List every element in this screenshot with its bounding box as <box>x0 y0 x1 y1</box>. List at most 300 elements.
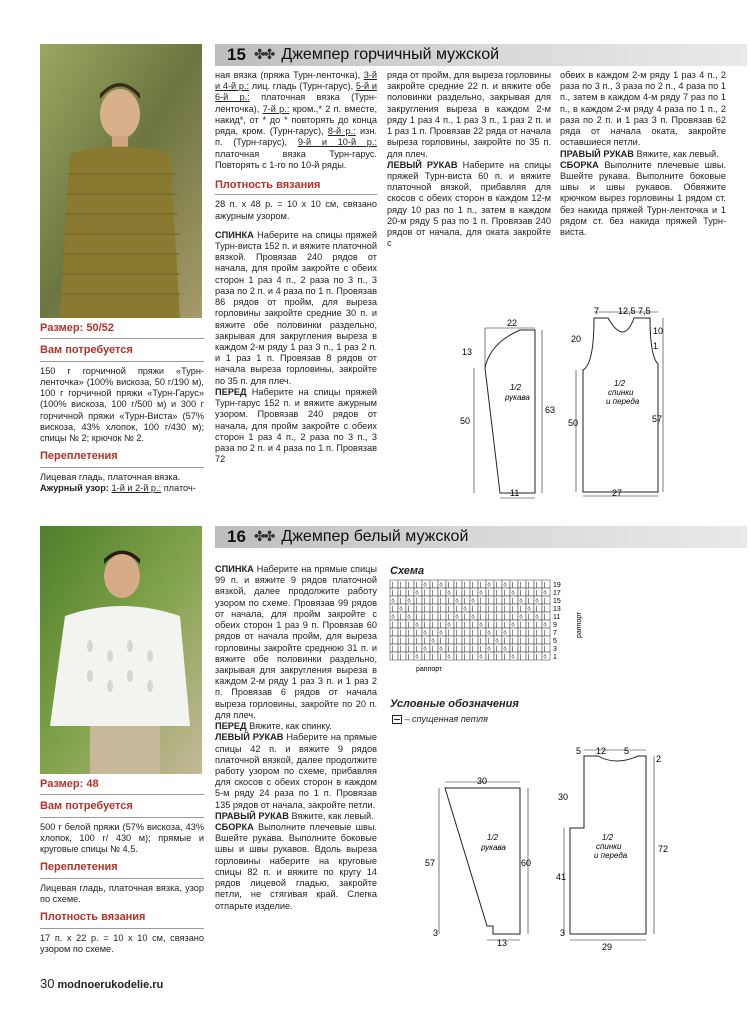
scheme-symbol: | <box>423 654 426 661</box>
scheme-symbol: ◊ <box>519 598 523 605</box>
svg-text:13: 13 <box>497 938 508 948</box>
scheme-symbol: | <box>479 582 482 589</box>
left-sleeve-instructions: ЛЕВЫЙ РУКАВ Наберите на спицы пряжей Турн-виста 60 п. и вяжите платочной вязкой, прибавляя для скосов с обеих сторон в каждом 12-м ряду 10 раз по 1 п., затем в каждом 20-м ряду 5 раз по 1 п. Провязав 240 рядов от начала, для оката закройте с <box>387 159 551 249</box>
lace-pattern: Ажурный узор: 1-й и 2-й р.: платоч- <box>40 482 196 493</box>
section-15-col2 <box>215 70 377 465</box>
svg-text:3: 3 <box>433 928 439 938</box>
svg-text:12: 12 <box>596 746 607 756</box>
scheme-symbol: | <box>391 638 394 645</box>
scheme-symbol: | <box>519 606 522 613</box>
scheme-symbol: | <box>471 590 474 597</box>
scheme-symbol: | <box>439 590 442 597</box>
scheme-symbol: | <box>447 630 450 637</box>
scheme-symbol: | <box>455 654 458 661</box>
scheme-symbol: | <box>495 646 498 653</box>
scheme-symbol: | <box>543 638 546 645</box>
scheme-row-number: 11 <box>553 614 561 621</box>
scheme-symbol: | <box>535 654 538 661</box>
page-number: 30 <box>40 976 55 991</box>
scheme-symbol: | <box>463 590 466 597</box>
scheme-symbol: ◊ <box>455 614 459 621</box>
scheme-symbol: ◊ <box>535 614 539 621</box>
scheme-symbol: | <box>511 630 514 637</box>
scheme-symbol: ◊ <box>399 606 403 613</box>
scheme-symbol: | <box>487 638 490 645</box>
scheme-symbol: | <box>463 646 466 653</box>
svg-text:1: 1 <box>653 341 659 351</box>
svg-text:1/2: 1/2 <box>510 383 522 392</box>
scheme-symbol: ◊ <box>511 654 515 661</box>
scheme-symbol: | <box>511 598 514 605</box>
scheme-symbol: | <box>479 630 482 637</box>
front-instructions: ПЕРЕД Наберите на спицы пряжей Турн-гарус 152 п. и вяжите ажурным узором. Провязав 240 рядов от начала, для пройм закройте с обеих сторон 1 раз 4 п., 2 раза по 3 п., 3 раза по 2 п. и 4 раза по 1 п. Провязав 72 <box>215 386 377 465</box>
scheme-symbol: | <box>471 638 474 645</box>
section-16-title: Джемпер белый мужской <box>281 528 469 546</box>
dropped-stitch-icon <box>392 715 402 724</box>
scheme-symbol: | <box>407 582 410 589</box>
weaves-heading: Переплетения <box>40 861 118 874</box>
scheme-symbol: | <box>503 598 506 605</box>
scheme-symbol: | <box>431 598 434 605</box>
model-figure-1 <box>40 44 202 318</box>
scheme-symbol: | <box>399 614 402 621</box>
model-figure-2 <box>40 526 202 774</box>
scheme-symbol: | <box>423 606 426 613</box>
left-sleeve-instructions: ЛЕВЫЙ РУКАВ Наберите на прямые спицы 42 п. и вяжите 9 рядов платочной вязкой, далее продолжите работу узором по схеме, прибавляя для скосов с обеих сторон в каждом 5-м ряду 24 раза по 1 п. Провязав 135 рядов от начала, закройте петли. <box>215 732 377 810</box>
scheme-symbol: | <box>527 630 530 637</box>
svg-text:7,5: 7,5 <box>638 306 651 316</box>
scheme-symbol: | <box>487 606 490 613</box>
svg-text:11: 11 <box>510 488 520 498</box>
weaves-text: Лицевая гладь, платочная вязка. <box>40 471 181 482</box>
scheme-symbol: | <box>519 622 522 629</box>
scheme-symbol: | <box>423 598 426 605</box>
scheme-symbol: | <box>479 646 482 653</box>
scheme-symbol: | <box>519 590 522 597</box>
section-15-col3 <box>387 70 551 250</box>
legend-item: – спущенная петля <box>392 714 488 725</box>
scheme-symbol: ◊ <box>423 582 427 589</box>
scheme-symbol: ◊ <box>439 582 443 589</box>
scheme-symbol: ◊ <box>415 654 419 661</box>
scheme-symbol: | <box>399 654 402 661</box>
scheme-symbol: | <box>391 590 394 597</box>
scheme-symbol: | <box>471 582 474 589</box>
scheme-symbol: | <box>503 606 506 613</box>
scheme-symbol: | <box>487 590 490 597</box>
scheme-symbol: | <box>487 614 490 621</box>
svg-text:рукава: рукава <box>505 393 530 402</box>
scheme-symbol: | <box>399 622 402 629</box>
scheme-symbol: | <box>519 646 522 653</box>
scheme-symbol: | <box>423 622 426 629</box>
svg-text:спинки: спинки <box>608 388 634 397</box>
scheme-symbol: | <box>471 622 474 629</box>
scheme-symbol: | <box>455 622 458 629</box>
svg-text:50: 50 <box>568 418 579 428</box>
scheme-symbol: ◊ <box>527 606 531 613</box>
section-15-title: Джемпер горчичный мужской <box>281 46 500 64</box>
section-16-col2 <box>215 564 377 912</box>
section-15-col4 <box>560 70 726 238</box>
section-16-sidebar <box>40 778 204 955</box>
scheme-symbol: | <box>391 654 394 661</box>
scheme-symbol: | <box>519 638 522 645</box>
scheme-symbol: | <box>399 630 402 637</box>
scheme-symbol: | <box>535 590 538 597</box>
weaves-heading: Переплетения <box>40 450 118 463</box>
scheme-symbol: | <box>455 630 458 637</box>
svg-text:и переда: и переда <box>594 851 628 860</box>
scheme-row-number: 5 <box>553 638 557 645</box>
scheme-symbol: | <box>407 638 410 645</box>
scheme-symbol: | <box>471 646 474 653</box>
svg-text:57: 57 <box>652 414 663 424</box>
scheme-symbol: | <box>495 614 498 621</box>
svg-text:1/2: 1/2 <box>602 833 614 842</box>
scheme-symbol: | <box>511 646 514 653</box>
sleeve-pattern-16 <box>425 776 535 952</box>
scheme-symbol: | <box>391 582 394 589</box>
back-instructions: СПИНКА Наберите на прямые спицы 99 п. и вяжите 9 рядов платочной вязкой, далее продолжите работу узором по схеме. Провязав 99 рядов от начала, для пройм закройте с обеих сторон 1 раз 9 п. Провязав 60 рядов от начала пройм, для выреза горловины закройте среднюю 31 п. и вяжите обе половинки раздельно, закрывая для закругления выреза в каждом 2-м ряду 1 раз 3 п. и 1 раз 2 п. Провязав 6 рядов от начала выреза горловины, закройте по 20 п. для плеч. <box>215 564 377 720</box>
scheme-symbol: ◊ <box>463 606 467 613</box>
scheme-row-number: 3 <box>553 646 557 653</box>
svg-text:и переда: и переда <box>606 397 640 406</box>
scheme-symbol: | <box>447 614 450 621</box>
scheme-symbol: | <box>415 614 418 621</box>
scheme-symbol: | <box>447 582 450 589</box>
scheme-symbol: ◊ <box>487 630 491 637</box>
scheme-symbol: | <box>495 590 498 597</box>
section-15-sidebar <box>40 322 204 494</box>
rapport-horizontal: раппорт <box>416 666 443 673</box>
site-url: modnoerukodelie.ru <box>57 979 164 991</box>
scheme-symbol: | <box>407 654 410 661</box>
section-16-number: 16 <box>227 526 246 546</box>
scheme-symbol: ◊ <box>447 654 451 661</box>
svg-text:29: 29 <box>602 942 613 952</box>
scheme-symbol: | <box>543 582 546 589</box>
scheme-symbol: ◊ <box>511 622 515 629</box>
scheme-symbol: | <box>527 590 530 597</box>
scheme-symbol: | <box>471 654 474 661</box>
density-text: 28 п. х 48 р. = 10 х 10 см, связано ажурным узором. <box>215 199 377 221</box>
scheme-symbol: | <box>503 638 506 645</box>
scheme-symbol: ◊ <box>439 630 443 637</box>
scheme-symbol: ◊ <box>447 590 451 597</box>
scheme-symbol: ◊ <box>439 646 443 653</box>
scheme-symbol: | <box>447 646 450 653</box>
scheme-symbol: | <box>535 646 538 653</box>
svg-text:5: 5 <box>576 746 582 756</box>
size-label: Размер: 48 <box>40 778 99 790</box>
svg-text:57: 57 <box>425 858 436 868</box>
scheme-symbol: ◊ <box>423 646 427 653</box>
scheme-symbol: ◊ <box>479 654 483 661</box>
scheme-symbol: | <box>543 614 546 621</box>
scheme-symbol: ◊ <box>543 654 547 661</box>
lace-pattern-cont: ная вязка (пряжа Турн-ленточка), 3-й и 4-й р.: лиц. гладь (Турн-гарус), 5-й и 6-й р.: платочная вязка (Турн-ленточка), 7-й р.: кром.,* 2 п. вместе, накид*, от * до * повторять до конца ряда, кром. (Турн-гарус), 8-й р.: изн. п. (Турн-гарус), 9-й и 10-й р.: платочная вязка Турн-гарус. Повторять с 1-го по 10-й ряды. <box>215 70 377 170</box>
scheme-symbol: | <box>439 606 442 613</box>
scheme-symbol: | <box>463 582 466 589</box>
scheme-row-number: 1 <box>553 654 557 661</box>
need-text: 500 г белой пряжи (57% вискоза, 43% хлопок, 100 г/ 430 м); прямые и круговые спицы № 4,5. <box>40 821 204 855</box>
scheme-symbol: ◊ <box>487 646 491 653</box>
scheme-symbol: | <box>487 622 490 629</box>
scheme-symbol: ◊ <box>519 614 523 621</box>
scheme-symbol: | <box>431 582 434 589</box>
scheme-symbol: | <box>495 582 498 589</box>
scheme-symbol: | <box>535 638 538 645</box>
right-sleeve-instructions: ПРАВЫЙ РУКАВ Вяжите, как левый. <box>560 148 719 159</box>
scheme-symbol: | <box>455 606 458 613</box>
density-text: 17 п. х 22 р. = 10 х 10 см, связано узором по схеме. <box>40 932 204 954</box>
scheme-symbol: | <box>407 646 410 653</box>
scheme-symbol: | <box>431 646 434 653</box>
scheme-symbol: | <box>527 614 530 621</box>
scheme-row-number: 17 <box>553 590 561 597</box>
svg-text:спинки: спинки <box>596 842 622 851</box>
scheme-symbol: ◊ <box>415 590 419 597</box>
scheme-symbol: | <box>399 598 402 605</box>
scheme-symbol: | <box>471 630 474 637</box>
scheme-symbol: | <box>527 622 530 629</box>
scheme-symbol: ◊ <box>535 598 539 605</box>
scheme-symbol: ◊ <box>487 582 491 589</box>
scheme-symbol: ◊ <box>503 630 507 637</box>
scheme-symbol: | <box>527 646 530 653</box>
scheme-symbol: | <box>391 646 394 653</box>
scheme-symbol: | <box>447 598 450 605</box>
weaves-text: Лицевая гладь, платочная вязка, узор по схеме. <box>40 882 204 905</box>
scheme-symbol: | <box>431 590 434 597</box>
back-instructions: СПИНКА Наберите на спицы пряжей Турн-виста 152 п. и вяжите платочной вязкой. Провязав 240 рядов от начала, для пройм закройте с обеих сторон 1 раз 4 п., 2 раза по 3 п., 3 раза по 2 п. и 4 раза по 1 п. Провязав 86 рядов от пройм, для выреза горловины закройте средние 30 п. и вяжите обе половинки раздельно, закрывая для закругления выреза в каждом 2-м ряду 1 раз 3 п., 1 раз 2 п. и 1 раз 1 п. Провязав 8 рядов от начала выреза горловины, закройте по 35 п. для плеч. <box>215 229 378 386</box>
svg-text:2: 2 <box>656 754 662 764</box>
need-heading: Вам потребуется <box>40 800 133 813</box>
scheme-symbol: | <box>495 630 498 637</box>
scheme-symbol: | <box>535 622 538 629</box>
scheme-symbol: | <box>535 606 538 613</box>
section-15-number: 15 <box>227 44 246 64</box>
scheme-symbol: | <box>463 622 466 629</box>
scheme-symbol: | <box>423 590 426 597</box>
scheme-symbol: | <box>511 606 514 613</box>
svg-text:3: 3 <box>560 928 566 938</box>
scheme-symbol: | <box>503 590 506 597</box>
scheme-symbol: | <box>519 630 522 637</box>
scheme-symbol: ◊ <box>447 622 451 629</box>
scheme-symbol: | <box>431 606 434 613</box>
rapport-vertical: раппорт <box>576 611 583 638</box>
scheme-symbol: ◊ <box>471 614 475 621</box>
scheme-symbol: | <box>447 638 450 645</box>
scheme-symbol: | <box>391 622 394 629</box>
scheme-symbol: | <box>527 638 530 645</box>
need-text: 150 г горчичной пряжи «Турн-ленточка» (100% вискоза, 50 г/190 м), 100 г горчичной пряжи «Турн-Гарус» (100% вискоза, 100 г/500 м) и 300 г горчичной пряжи «Турн-Виста» (57% вискоза, 43% хлопок, 100 г/430 м); спицы № 2; крючок № 2. <box>40 365 204 444</box>
scheme-symbol: | <box>431 614 434 621</box>
scheme-symbol: | <box>543 630 546 637</box>
assembly-instructions: СБОРКА Выполните плечевые швы. Вшейте рукава. Выполните боковые швы и швы рукавов. Обвяжите крючком вырез горловины 1 рядом ст. без накида пряжей Турн-ленточка и 1 рядом ст. без накида пряжей Турн-виста. <box>560 159 726 238</box>
scheme-symbol: | <box>543 606 546 613</box>
scheme-symbol: ◊ <box>407 614 411 621</box>
svg-text:60: 60 <box>521 858 532 868</box>
scheme-symbol: | <box>455 638 458 645</box>
right-sleeve-instructions: ПРАВЫЙ РУКАВ Вяжите, как левый. <box>215 810 374 821</box>
scheme-symbol: | <box>527 654 530 661</box>
scheme-symbol: | <box>431 654 434 661</box>
scheme-symbol: ◊ <box>495 638 499 645</box>
scheme-symbol: | <box>463 614 466 621</box>
scheme-symbol: | <box>463 654 466 661</box>
scheme-symbol: ◊ <box>543 622 547 629</box>
scheme-symbol: | <box>431 622 434 629</box>
scheme-symbol: | <box>527 598 530 605</box>
scheme-symbol: ◊ <box>471 598 475 605</box>
scheme-symbol: | <box>439 638 442 645</box>
scheme-symbol: | <box>415 646 418 653</box>
scheme-symbol: ◊ <box>423 630 427 637</box>
scheme-symbol: | <box>407 630 410 637</box>
scheme-symbol: ◊ <box>431 638 435 645</box>
svg-text:30: 30 <box>558 792 569 802</box>
svg-text:5: 5 <box>624 746 630 756</box>
scheme-symbol: | <box>495 622 498 629</box>
svg-text:63: 63 <box>545 405 556 415</box>
scheme-symbol: | <box>415 582 418 589</box>
scheme-symbol: | <box>415 638 418 645</box>
scheme-symbol: | <box>479 606 482 613</box>
scheme-symbol: | <box>455 582 458 589</box>
body-pattern-16 <box>556 742 676 954</box>
section-16-header <box>215 526 747 548</box>
decor-icon: ✤✤ <box>253 528 274 545</box>
photo-mustard-jumper <box>40 44 202 318</box>
scheme-symbol: | <box>399 646 402 653</box>
density-heading: Плотность вязания <box>40 911 146 924</box>
scheme-symbol: | <box>535 582 538 589</box>
svg-text:10: 10 <box>653 326 664 336</box>
svg-text:13: 13 <box>462 347 473 357</box>
scheme-symbol: | <box>415 598 418 605</box>
scheme-symbol: | <box>479 598 482 605</box>
density-heading: Плотность вязания <box>215 178 321 191</box>
section-15-header <box>215 44 747 66</box>
scheme-row-number: 15 <box>553 598 561 605</box>
svg-text:50: 50 <box>460 416 471 426</box>
scheme-row-number: 9 <box>553 622 557 629</box>
body-pattern-15 <box>566 306 676 502</box>
scheme-symbol: ◊ <box>479 622 483 629</box>
scheme-symbol: ◊ <box>391 614 395 621</box>
svg-text:41: 41 <box>556 872 567 882</box>
scheme-symbol: | <box>407 606 410 613</box>
svg-text:27: 27 <box>612 488 623 498</box>
scheme-symbol: ◊ <box>415 622 419 629</box>
scheme-row-number: 13 <box>553 606 561 613</box>
scheme-symbol: | <box>511 582 514 589</box>
scheme-symbol: | <box>447 606 450 613</box>
scheme-symbol: | <box>495 598 498 605</box>
scheme-symbol: | <box>431 630 434 637</box>
scheme-symbol: | <box>407 622 410 629</box>
scheme-symbol: | <box>439 622 442 629</box>
scheme-symbol: | <box>455 646 458 653</box>
scheme-symbol: ◊ <box>391 598 395 605</box>
front-instructions: ПЕРЕД Вяжите, как спинку. <box>215 721 332 732</box>
sleeve-pattern-15 <box>450 318 565 500</box>
scheme-symbol: ◊ <box>543 590 547 597</box>
front-instructions-cont: ряда от пройм, для выреза горловины закройте средние 22 п. и вяжите обе половинки раздельно, закрывая для закругления выреза в каждом 2-м ряду 1 раз 4 п., 1 раз 3 п., 1 раз 2 п. и 1 раз 1 п. Провязав 22 ряда от начала выреза горловины, закройте по 35 п. для плеч. <box>387 70 551 159</box>
scheme-symbol: | <box>439 614 442 621</box>
scheme-symbol: | <box>399 582 402 589</box>
scheme-symbol: | <box>487 654 490 661</box>
scheme-symbol: | <box>543 598 546 605</box>
svg-text:1/2: 1/2 <box>487 833 499 842</box>
svg-text:20: 20 <box>571 334 582 344</box>
scheme-symbol: | <box>519 654 522 661</box>
scheme-symbol: | <box>463 630 466 637</box>
scheme-symbol: | <box>503 622 506 629</box>
scheme-symbol: | <box>495 606 498 613</box>
sleeve-cap-instructions: обеих в каждом 2-м ряду 1 раз 4 п., 2 раза по 3 п., 3 раза по 2 п., 4 раза по 1 п., затем в каждом 4-м ряду 7 раз по 1 п., в каждом 2-м ряду 4 раза по 1 п., 2 раза по 2 п. и 1 раз 3 п. Провязав 62 ряда от начала оката, закройте оставшиеся петли. <box>560 70 726 148</box>
svg-text:72: 72 <box>658 844 669 854</box>
decor-icon: ✤✤ <box>253 46 274 63</box>
scheme-symbol: | <box>391 606 394 613</box>
scheme-symbol: | <box>391 630 394 637</box>
size-label: Размер: 50/52 <box>40 322 114 334</box>
knitting-scheme <box>388 578 588 676</box>
scheme-symbol: | <box>503 654 506 661</box>
scheme-symbol: | <box>511 638 514 645</box>
scheme-symbol: | <box>455 590 458 597</box>
scheme-symbol: | <box>519 582 522 589</box>
scheme-symbol: | <box>503 614 506 621</box>
scheme-symbol: ◊ <box>511 590 515 597</box>
scheme-symbol: | <box>511 614 514 621</box>
scheme-row-number: 7 <box>553 630 557 637</box>
svg-text:рукава: рукава <box>481 843 506 852</box>
scheme-symbol: ◊ <box>455 598 459 605</box>
scheme-symbol: | <box>399 638 402 645</box>
scheme-symbol: | <box>415 606 418 613</box>
scheme-symbol: ◊ <box>479 590 483 597</box>
scheme-symbol: | <box>463 638 466 645</box>
scheme-symbol: | <box>535 630 538 637</box>
scheme-symbol: | <box>463 598 466 605</box>
scheme-title: Схема <box>390 565 425 577</box>
scheme-symbol: | <box>527 582 530 589</box>
scheme-row-number: 19 <box>553 582 561 589</box>
scheme-symbol: | <box>439 598 442 605</box>
svg-text:1/2: 1/2 <box>614 379 626 388</box>
scheme-symbol: | <box>423 638 426 645</box>
svg-text:30: 30 <box>477 776 488 786</box>
scheme-symbol: | <box>471 606 474 613</box>
scheme-symbol: | <box>423 614 426 621</box>
scheme-symbol: | <box>495 654 498 661</box>
scheme-symbol: | <box>439 654 442 661</box>
scheme-symbol: ◊ <box>503 646 507 653</box>
photo-white-jumper <box>40 526 202 774</box>
svg-text:12,5: 12,5 <box>618 306 636 316</box>
page-footer <box>40 976 163 992</box>
need-heading: Вам потребуется <box>40 344 133 357</box>
legend-title: Условные обозначения <box>390 698 519 710</box>
svg-text:22: 22 <box>507 318 518 328</box>
scheme-symbol: | <box>407 590 410 597</box>
svg-text:7: 7 <box>594 306 600 316</box>
scheme-symbol: | <box>479 614 482 621</box>
